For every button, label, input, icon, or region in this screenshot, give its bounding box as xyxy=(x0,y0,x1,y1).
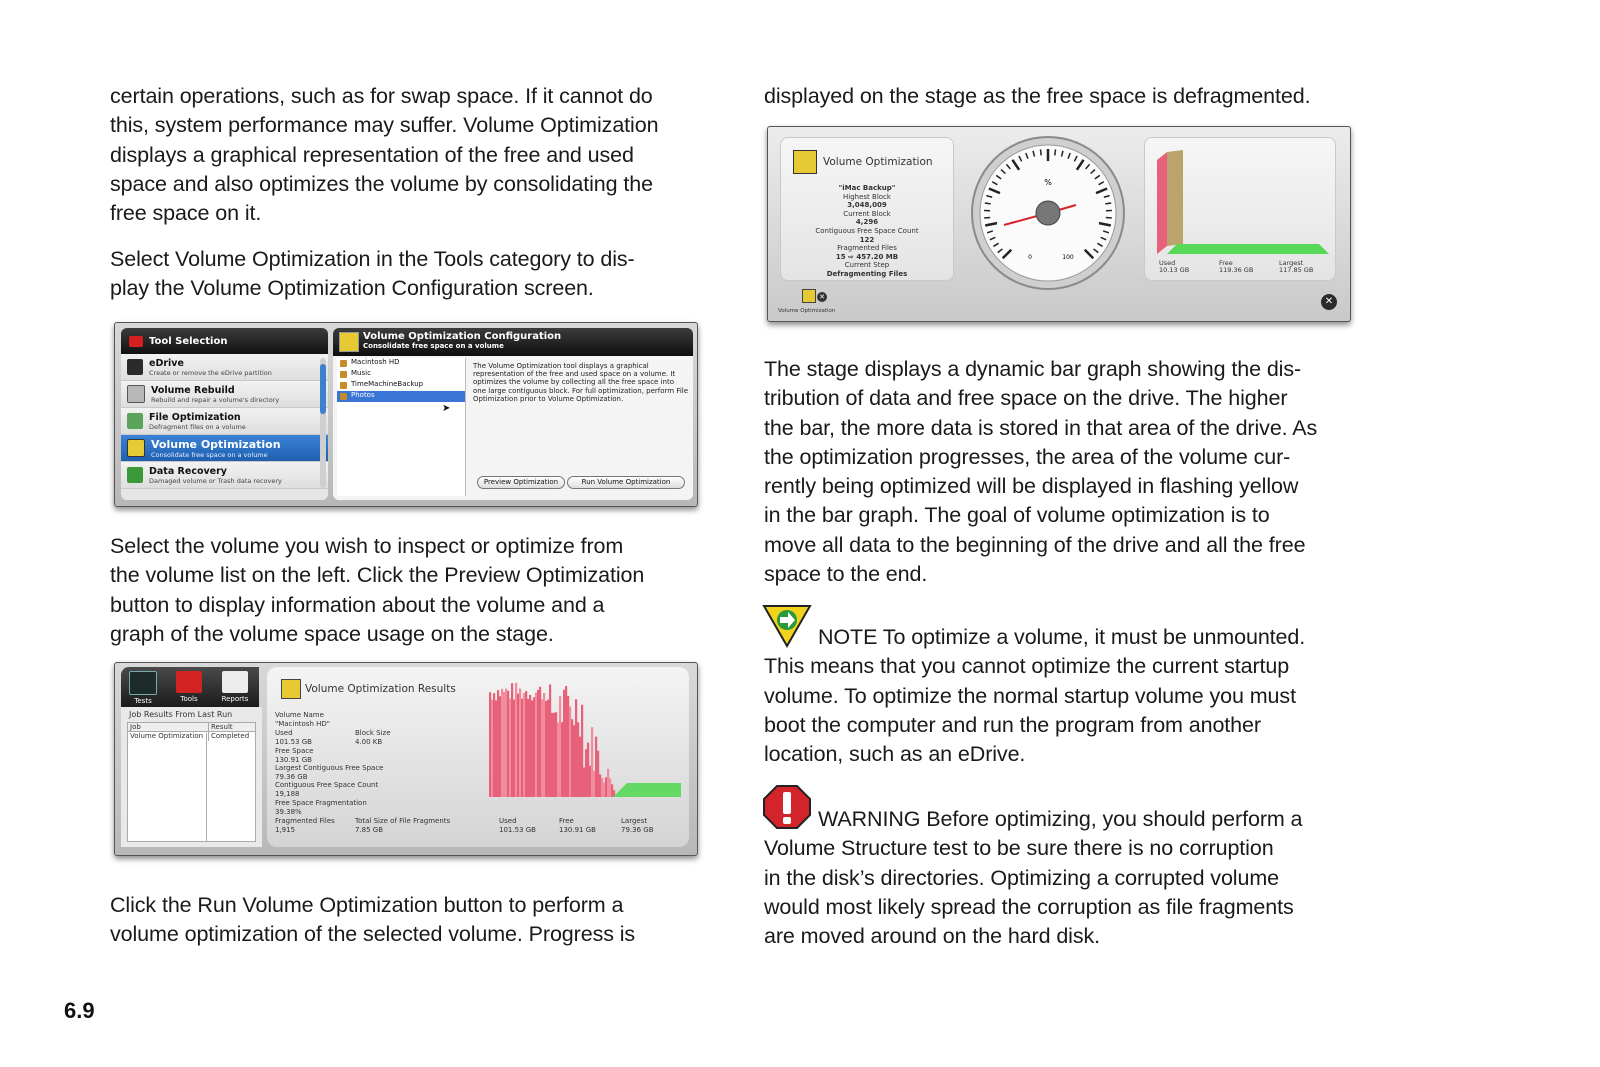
block-size-block xyxy=(355,729,391,746)
text-line: graph of the volume space usage on the stage. xyxy=(110,621,554,646)
data-bar xyxy=(609,778,611,797)
data-bar xyxy=(491,700,493,797)
fragmentation-block xyxy=(275,799,367,816)
graph-value: 117.85 GB xyxy=(1279,266,1314,274)
job-table xyxy=(127,722,256,842)
data-bar xyxy=(569,707,571,797)
tab-tools[interactable] xyxy=(171,671,207,703)
data-bar xyxy=(545,701,547,797)
progress-graph-panel xyxy=(1144,137,1336,281)
free-block xyxy=(275,747,313,764)
text-line: the volume list on the left. Click the Preview Optimization xyxy=(110,563,645,588)
data-bar xyxy=(559,696,561,797)
graph-value: 119.36 GB xyxy=(1219,266,1254,274)
stat-label: Free Space Fragmentation xyxy=(275,799,367,807)
data-bar xyxy=(557,722,559,797)
data-bar xyxy=(549,684,551,797)
job-results-panel xyxy=(121,707,262,847)
left-paragraph-1 xyxy=(110,82,658,228)
tool-name: eDrive xyxy=(149,357,184,369)
tool-selection-panel xyxy=(121,328,328,500)
data-bar xyxy=(585,749,587,797)
stat-value: 130.91 GB xyxy=(275,755,312,764)
data-bar xyxy=(587,743,589,797)
data-bar xyxy=(551,713,553,797)
largest-block xyxy=(275,764,384,781)
data-bar xyxy=(519,689,521,797)
data-bar xyxy=(543,693,545,797)
config-screenshot xyxy=(114,322,698,507)
stat-value: 4.00 KB xyxy=(355,737,383,746)
text-line: space and also optimizes the volume by consolidating the xyxy=(110,171,653,196)
graph-value: 10.13 GB xyxy=(1159,266,1190,274)
progress-bar-graph xyxy=(1151,146,1329,260)
stat-label: Current Step xyxy=(844,261,890,270)
gauge-max: 100 xyxy=(1062,254,1074,261)
data-bar xyxy=(495,700,497,797)
config-subtitle: Consolidate free space on a volume xyxy=(363,342,504,350)
gauge-min: 0 xyxy=(1028,254,1032,261)
progress-screenshot xyxy=(767,126,1351,322)
data-bar xyxy=(611,784,613,797)
text-line: displays a graphical representation of the free and used xyxy=(110,142,634,167)
left-paragraph-4 xyxy=(110,891,635,950)
stat-value: 19,188 xyxy=(275,789,300,798)
panel-title: Volume Optimization xyxy=(823,156,933,168)
tool-desc: Defragment files on a volume xyxy=(149,422,246,431)
scrollbar[interactable] xyxy=(320,358,326,488)
stat-value: 15 ⇨ 457.20 MB xyxy=(835,252,899,261)
heartbeat-icon xyxy=(129,671,157,695)
text-line: in the bar graph. The goal of volume optimization is to xyxy=(764,503,1270,528)
gauge-tick xyxy=(985,203,991,204)
stat-value: 79.36 GB xyxy=(275,772,308,781)
graph-largest xyxy=(1279,260,1313,274)
data-bar xyxy=(597,751,599,797)
close-icon[interactable]: ✕ xyxy=(1321,294,1337,310)
stat-label: Volume Name xyxy=(275,711,324,719)
tool-name: Volume Rebuild xyxy=(151,384,235,396)
gauge-tick xyxy=(1055,149,1056,155)
data-bar xyxy=(539,687,541,797)
data-bar xyxy=(535,693,537,797)
data-bar xyxy=(533,697,535,797)
text-line: would most likely spread the corruption as file fragments xyxy=(764,894,1294,919)
graph-label: Largest xyxy=(1279,259,1304,267)
data-bar xyxy=(499,696,501,797)
tool-item-volume-rebuild[interactable] xyxy=(121,381,328,408)
data-bar xyxy=(501,689,503,797)
data-bar xyxy=(577,722,579,797)
stat-label: Current Block xyxy=(843,209,891,218)
stat-label: Used xyxy=(275,729,293,737)
preview-optimization-button[interactable]: Preview Optimization xyxy=(477,476,565,489)
data-bar xyxy=(489,692,491,797)
data-bar xyxy=(521,699,523,797)
stat-value: 7.85 GB xyxy=(355,825,384,834)
stat-label: Block Size xyxy=(355,729,391,737)
data-bar xyxy=(497,690,499,797)
stat-label: Largest Contiguous Free Space xyxy=(275,764,384,772)
text-line: certain operations, such as for swap space. If it cannot do xyxy=(110,84,653,108)
text-line: Select Volume Optimization in the Tools category to dis- xyxy=(110,247,635,271)
gauge-unit: % xyxy=(1044,178,1052,187)
rebuild-icon xyxy=(127,385,145,403)
tool-desc: Rebuild and repair a volume's directory xyxy=(151,395,280,404)
progress-info-panel xyxy=(780,137,954,281)
data-bar xyxy=(581,705,583,797)
data-bar xyxy=(553,713,555,797)
text-line: location, such as an eDrive. xyxy=(764,742,1026,767)
volume-optimization-icon xyxy=(339,332,359,352)
tool-desc: Damaged volume or Trash data recovery xyxy=(149,476,282,485)
stat-label: Free Space xyxy=(275,747,314,755)
tool-name: File Optimization xyxy=(149,411,241,423)
results-screenshot xyxy=(114,662,698,856)
data-bar xyxy=(525,691,527,797)
note-paragraph xyxy=(764,623,1305,769)
text-line: Volume Structure test to be sure there is no corruption xyxy=(764,836,1274,861)
volume-name-block xyxy=(275,711,330,728)
fragmented-files-block xyxy=(275,817,335,834)
category-tabs xyxy=(121,667,259,707)
tool-name: Data Recovery xyxy=(149,465,227,477)
stat-value: "Macintosh HD" xyxy=(275,719,330,728)
graph-label: Used xyxy=(1159,259,1176,267)
text-line: tribution of data and free space on the drive. The higher xyxy=(764,386,1288,411)
data-bar xyxy=(493,693,495,797)
tool-selection-title: Tool Selection xyxy=(149,335,228,347)
job-result: Completed xyxy=(211,732,250,741)
volume-optimization-icon xyxy=(127,439,145,457)
tool-selection-header xyxy=(121,328,328,354)
text-line: this, system performance may suffer. Volume Optimization xyxy=(110,113,659,138)
data-bar xyxy=(573,725,575,797)
graph-value: 79.36 GB xyxy=(621,825,654,834)
stat-value: 39.38% xyxy=(275,807,302,816)
graph-label: Used xyxy=(499,817,517,825)
data-bar xyxy=(595,737,597,797)
text-line: Select the volume you wish to inspect or optimize from xyxy=(110,534,624,558)
cursor-icon: ➤ xyxy=(442,403,451,414)
volume-item[interactable]: TimeMachineBackup xyxy=(337,380,465,391)
data-bar xyxy=(523,693,525,797)
volume-name: "iMac Backup" xyxy=(838,184,896,192)
tool-desc: Consolidate free space on a volume xyxy=(151,450,268,459)
footer-label: Volume Optimization xyxy=(778,308,836,314)
data-bar xyxy=(537,690,539,797)
total-fragments-block xyxy=(355,817,450,834)
edrive-icon xyxy=(127,359,143,375)
right-paragraph-2 xyxy=(764,355,1317,589)
data-bar xyxy=(603,783,605,797)
text-line: WARNING Before optimizing, you should perform a xyxy=(818,807,1303,831)
results-title: Volume Optimization Results xyxy=(305,683,456,695)
data-bar xyxy=(511,683,513,797)
data-bar xyxy=(563,690,565,797)
volume-optimization-icon xyxy=(281,679,301,699)
column-header[interactable]: Job xyxy=(128,723,209,732)
text-line: free space on it. xyxy=(110,201,262,226)
data-bar xyxy=(515,683,517,797)
text-line: rently being optimized will be displayed in flashing yellow xyxy=(764,474,1299,499)
progress-gauge xyxy=(968,133,1128,293)
run-optimization-button[interactable]: Run Volume Optimization xyxy=(567,476,685,489)
config-header xyxy=(333,328,693,356)
job-name: Volume Optimization xyxy=(128,732,209,741)
tab-reports[interactable] xyxy=(217,671,253,703)
text-line: button to display information about the volume and a xyxy=(110,592,605,617)
toolbox-icon xyxy=(176,671,202,693)
config-title: Volume Optimization Configuration xyxy=(363,331,562,342)
graph-used xyxy=(499,817,536,834)
volume-list[interactable] xyxy=(337,358,466,496)
data-bar xyxy=(527,699,529,797)
text-line: NOTE To optimize a volume, it must be unmounted. xyxy=(818,625,1306,649)
text-line: volume optimization of the selected volume. Progress is xyxy=(110,922,636,947)
graph-free xyxy=(1219,260,1253,274)
data-bar xyxy=(591,727,593,797)
gauge-tick xyxy=(1040,149,1041,155)
left-paragraph-3 xyxy=(110,532,644,649)
text-line: Click the Run Volume Optimization button to perform a xyxy=(110,893,624,917)
tool-item-volume-optimization[interactable] xyxy=(121,435,328,462)
text-line: the bar, the more data is stored in that area of the drive. As xyxy=(764,415,1318,440)
free-space-region xyxy=(1167,244,1329,254)
footer-volume-optimization-icon xyxy=(802,289,816,303)
toolbox-icon xyxy=(129,336,143,347)
data-bar xyxy=(601,778,603,797)
data-bar xyxy=(509,698,511,797)
stat-value: 4,296 xyxy=(855,218,879,227)
text-line: move all data to the beginning of the drive and all the free xyxy=(764,532,1306,557)
progress-stats xyxy=(781,184,953,279)
tab-tests[interactable] xyxy=(125,671,161,705)
text-line: space to the end. xyxy=(764,562,928,587)
tool-description: The Volume Optimization tool displays a graphical representation of the free and used space on a volume. It optimizes the volume by collecting all the free space into one large contiguous block. For full optimization, perform File Optimization prior to Volume Optimization. xyxy=(473,362,689,403)
tool-desc: Create or remove the eDrive partition xyxy=(149,368,272,377)
volume-item[interactable]: Macintosh HD xyxy=(337,358,465,369)
tab-label: Reports xyxy=(221,695,249,703)
count-block xyxy=(275,781,378,798)
data-bar xyxy=(565,686,567,797)
config-panel xyxy=(333,328,693,500)
data-bar xyxy=(555,712,557,797)
text-line: in the disk’s directories. Optimizing a corrupted volume xyxy=(764,865,1280,890)
data-bar xyxy=(513,700,515,797)
stat-value: 101.53 GB xyxy=(275,737,312,746)
data-bar xyxy=(593,771,595,797)
data-bar xyxy=(529,695,531,797)
tab-label: Tests xyxy=(134,697,152,705)
data-bar xyxy=(567,696,569,797)
graph-largest xyxy=(621,817,654,834)
data-bar xyxy=(599,774,601,797)
used-block xyxy=(275,729,312,746)
graph-label: Largest xyxy=(621,817,648,825)
text-line: displayed on the stage as the free space is defragmented. xyxy=(764,84,1311,108)
table-header xyxy=(128,723,255,733)
used-data-top xyxy=(1167,150,1183,246)
tool-item-data-recovery[interactable] xyxy=(121,462,328,489)
stat-label: Fragmented Files xyxy=(837,244,897,253)
text-line: are moved around on the hard disk. xyxy=(764,924,1101,949)
data-bar xyxy=(547,700,549,797)
table-row[interactable] xyxy=(128,732,255,741)
volume-optimization-icon xyxy=(793,150,817,174)
text-line: boot the computer and run the program from another xyxy=(764,712,1261,737)
tool-item-edrive[interactable] xyxy=(121,354,328,381)
graph-used xyxy=(1159,260,1189,274)
text-line: The stage displays a dynamic bar graph showing the dis- xyxy=(764,357,1302,381)
tool-name: Volume Optimization xyxy=(151,437,281,451)
stat-value: Defragmenting Files xyxy=(826,269,908,278)
reports-icon xyxy=(222,671,248,693)
data-bar xyxy=(507,691,509,797)
right-paragraph-1 xyxy=(764,82,1311,111)
left-paragraph-2 xyxy=(110,245,635,304)
data-recovery-icon xyxy=(127,467,143,483)
stat-label: Contiguous Free Space Count xyxy=(815,226,919,235)
data-bar xyxy=(531,700,533,797)
data-bar xyxy=(589,766,591,797)
results-stage xyxy=(267,667,689,847)
data-bar xyxy=(503,692,505,797)
graph-value: 101.53 GB xyxy=(499,825,536,834)
job-results-title: Job Results From Last Run xyxy=(129,710,233,719)
data-bar xyxy=(607,769,609,797)
text-line: the optimization progresses, the area of the volume cur- xyxy=(764,444,1291,469)
graph-value: 130.91 GB xyxy=(559,825,596,834)
data-bar xyxy=(579,737,581,797)
gauge-tick xyxy=(1105,203,1111,204)
data-bar xyxy=(605,777,607,797)
warning-paragraph xyxy=(764,805,1302,951)
graph-label: Free xyxy=(1219,259,1233,267)
data-bar xyxy=(541,699,543,797)
graph-label: Free xyxy=(559,817,574,825)
data-bar xyxy=(561,722,563,797)
stat-label: Fragmented Files xyxy=(275,817,335,825)
footer-close-icon[interactable]: ✕ xyxy=(817,292,827,302)
data-bar xyxy=(517,694,519,797)
data-bar xyxy=(505,689,507,797)
volume-item[interactable]: Music xyxy=(337,369,465,380)
data-bar xyxy=(575,699,577,797)
space-usage-graph xyxy=(487,679,681,809)
stat-value: 3,048,009 xyxy=(847,201,887,210)
stat-value: 122 xyxy=(859,235,875,244)
text-line: volume. To optimize the normal startup volume you must xyxy=(764,683,1296,708)
volume-item-selected[interactable]: Photos xyxy=(337,391,465,402)
tool-item-file-optimization[interactable] xyxy=(121,408,328,435)
stat-label: Total Size of File Fragments xyxy=(355,817,451,825)
tab-label: Tools xyxy=(180,695,198,703)
used-data-block xyxy=(1157,152,1167,254)
text-line: play the Volume Optimization Configuration screen. xyxy=(110,276,594,301)
graph-free xyxy=(559,817,596,834)
page-number: 6.9 xyxy=(64,998,95,1023)
text-line: This means that you cannot optimize the current startup xyxy=(764,654,1290,679)
data-bar xyxy=(583,768,585,797)
free-space-region xyxy=(613,783,681,797)
stat-value: 1,915 xyxy=(275,825,296,834)
column-header[interactable]: Result xyxy=(211,722,233,731)
file-optimization-icon xyxy=(127,413,143,429)
data-bar xyxy=(571,719,573,797)
stat-label: Highest Block xyxy=(843,192,891,201)
stat-label: Contiguous Free Space Count xyxy=(275,781,379,789)
